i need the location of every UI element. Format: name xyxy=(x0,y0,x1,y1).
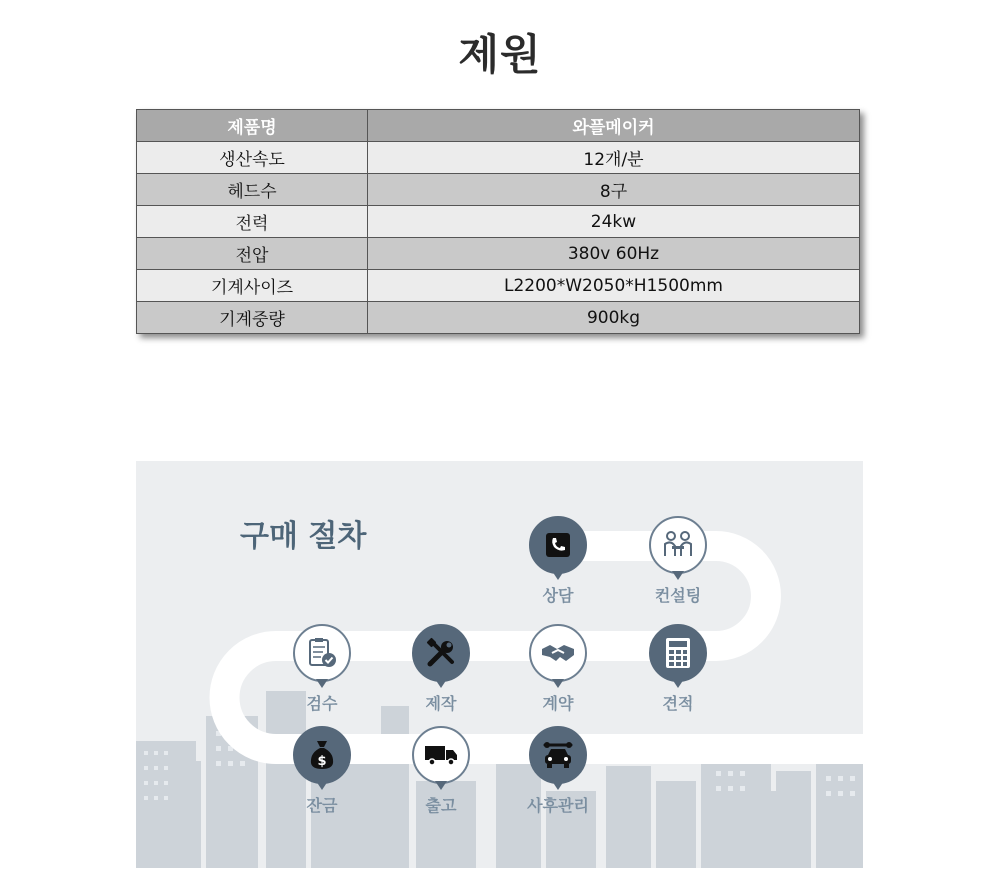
spec-row xyxy=(137,174,860,206)
spec-label: 전압 xyxy=(137,238,368,270)
spec-table xyxy=(136,109,860,334)
checklist-icon xyxy=(293,624,351,682)
meeting-icon xyxy=(649,516,707,574)
phone-icon xyxy=(529,516,587,574)
step-shipment xyxy=(386,726,496,816)
step-production xyxy=(386,624,496,714)
money-bag-icon xyxy=(293,726,351,784)
spec-value: 380v 60Hz xyxy=(368,238,860,270)
spec-label: 전력 xyxy=(137,206,368,238)
step-inspection xyxy=(267,624,377,714)
car-service-icon xyxy=(529,726,587,784)
spec-header-row xyxy=(137,110,860,142)
spec-value: 900kg xyxy=(368,302,860,334)
step-label: 검수 xyxy=(306,694,338,713)
calculator-icon xyxy=(649,624,707,682)
spec-label: 생산속도 xyxy=(137,142,368,174)
svg-text:$: $ xyxy=(317,754,327,769)
step-label: 사후관리 xyxy=(527,796,589,815)
handshake-icon xyxy=(529,624,587,682)
spec-row xyxy=(137,238,860,270)
truck-icon xyxy=(412,726,470,784)
spec-value: L2200*W2050*H1500mm xyxy=(368,270,860,302)
step-contract xyxy=(503,624,613,714)
step-label: 상담 xyxy=(542,586,574,605)
purchase-process-panel xyxy=(136,461,863,868)
spec-value: 와플메이커 xyxy=(368,110,860,142)
step-label: 컨설팅 xyxy=(654,586,702,605)
spec-row xyxy=(137,270,860,302)
step-consultation xyxy=(503,516,613,606)
spec-row xyxy=(137,142,860,174)
step-label: 잔금 xyxy=(306,796,338,815)
spec-value: 12개/분 xyxy=(368,142,860,174)
step-label: 제작 xyxy=(425,694,457,713)
spec-row xyxy=(137,302,860,334)
spec-label: 기계사이즈 xyxy=(137,270,368,302)
step-label: 계약 xyxy=(542,694,574,713)
step-label: 출고 xyxy=(425,796,457,815)
step-estimate xyxy=(623,624,733,714)
spec-value: 8구 xyxy=(368,174,860,206)
spec-row xyxy=(137,206,860,238)
spec-label: 기계중량 xyxy=(137,302,368,334)
spec-value: 24kw xyxy=(368,206,860,238)
step-after-service xyxy=(503,726,613,816)
step-consulting xyxy=(623,516,733,606)
page-title: 제원 xyxy=(458,30,542,79)
step-balance xyxy=(267,726,377,816)
process-title: 구매 절차 xyxy=(240,519,367,554)
step-label: 견적 xyxy=(662,694,694,713)
spec-label: 제품명 xyxy=(137,110,368,142)
spec-label: 헤드수 xyxy=(137,174,368,206)
tools-icon xyxy=(412,624,470,682)
